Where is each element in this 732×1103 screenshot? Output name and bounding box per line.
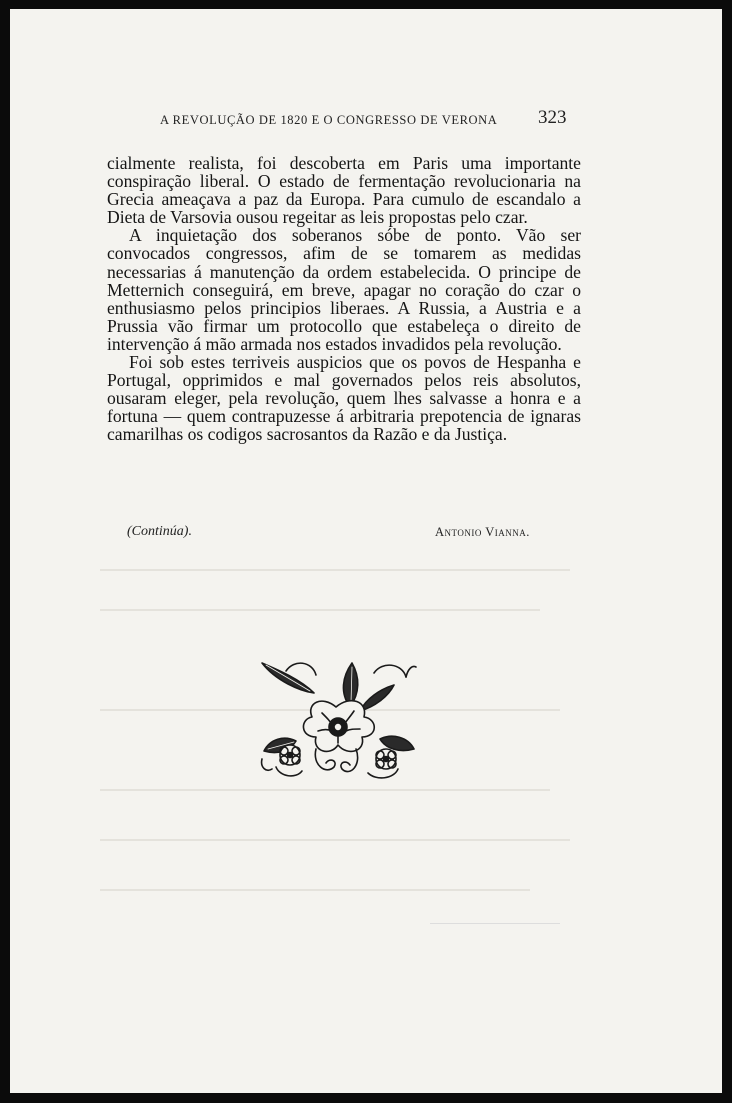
show-through bbox=[100, 889, 530, 891]
show-through bbox=[100, 839, 570, 841]
show-through bbox=[100, 569, 570, 571]
show-through bbox=[100, 789, 550, 791]
continua-note: (Continúa). bbox=[127, 524, 192, 539]
author-name: Antonio Vianna. bbox=[435, 525, 530, 539]
book-page bbox=[10, 9, 722, 1093]
signature-line bbox=[10, 524, 722, 544]
body-text bbox=[107, 154, 581, 444]
paragraph: cialmente realista, foi descoberta em Paris uma importante conspiração liberal. O estado de fermentação revolucionaria na Grecia ameaçava a paz da Europa. Para cumulo de escandalo a Dieta de Varsovia ousou regeitar as leis propostas pelo czar. bbox=[107, 153, 581, 228]
running-title: A REVOLUÇÃO DE 1820 E O CONGRESSO DE VERONA bbox=[160, 113, 498, 127]
paragraph: A inquietação dos soberanos sóbe de ponto. Vão ser convocados congressos, afim de se tomarem as medidas necessarias á manutenção da ordem estabelecida. O principe de Metternich conseguirá, em breve, apagar no coração do czar o enthusiasmo pelos principios liberaes. A Russia, a Austria e a Prussia vão firmar um protocollo que estabeleça o direito de intervenção á mão armada nos estados invadidos pela revolução. bbox=[107, 225, 581, 354]
show-through-rule bbox=[430, 923, 560, 924]
show-through bbox=[100, 609, 540, 611]
page-number: 323 bbox=[538, 107, 567, 128]
paragraph: Foi sob estes terriveis auspicios que os povos de Hespanha e Portugal, opprimidos e mal governados pelos reis absolutos, ousaram eleger, pela revolução, quem lhes salvasse a honra e a fortuna — quem contrapuzesse á arbitraria prepotencia de ignaras camarilhas os codigos sacrosantos da Razão e da Justiça. bbox=[107, 352, 581, 445]
floral-vignette-icon bbox=[256, 655, 420, 783]
